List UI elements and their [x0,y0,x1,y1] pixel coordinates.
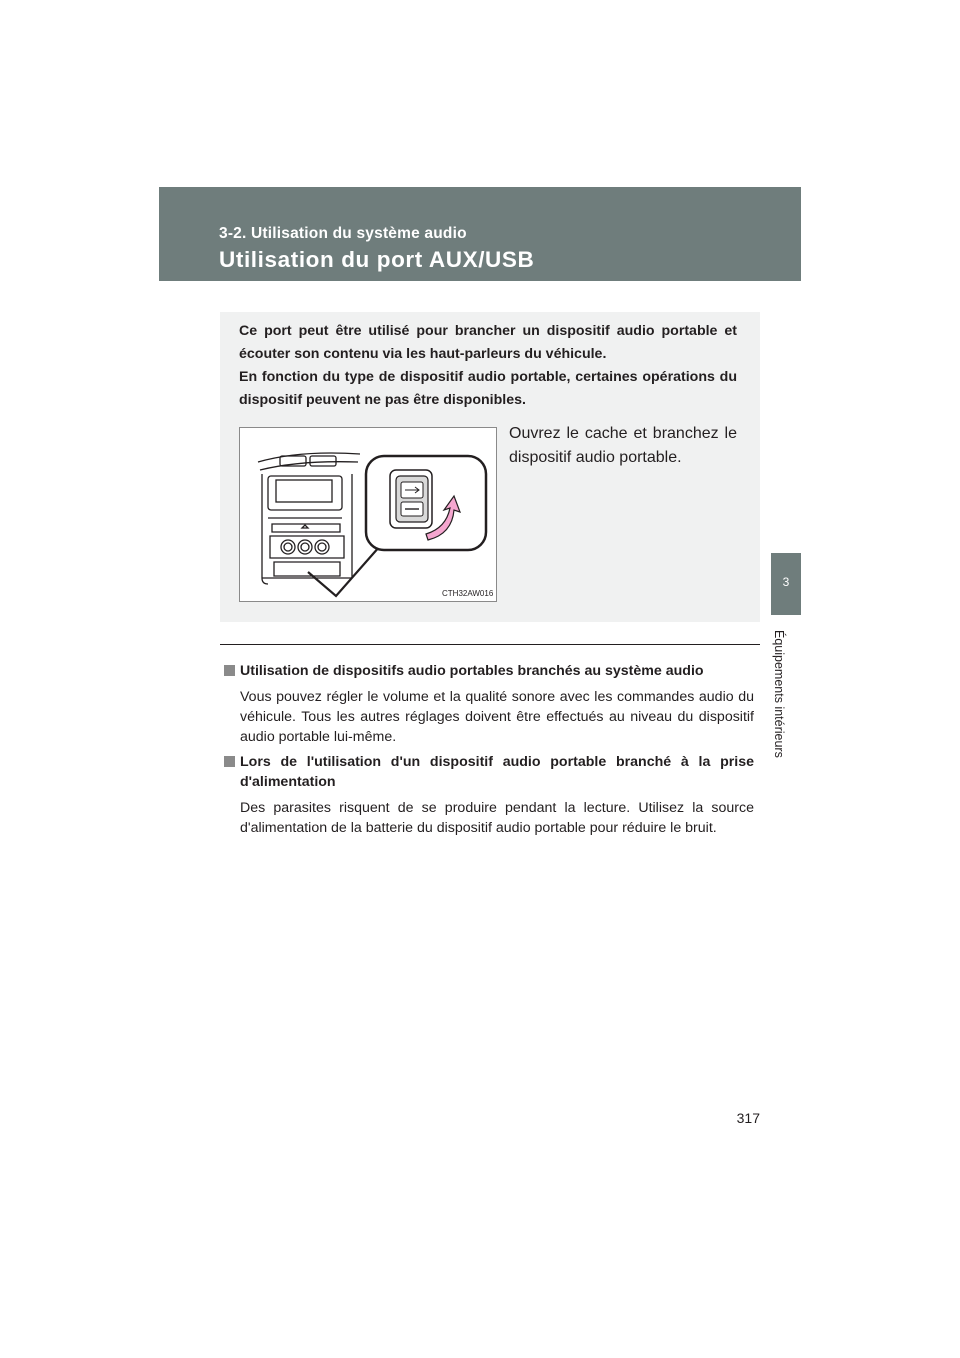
note-1 [224,661,754,747]
note-1-heading-text: Utilisation de dispositifs audio portables branchés au système audio [240,663,704,679]
chapter-number: 3 [782,575,790,589]
note-1-heading [224,661,754,681]
intro-paragraph-2: En fonction du type de dispositif audio portable, certaines opérations du dispositif peuvent ne pas être disponibles. [239,369,737,408]
chapter-tab [771,553,801,615]
note-2-heading-text: Lors de l'utilisation d'un dispositif audio portable branché à la prise d'alimentation [240,754,754,790]
illustration-usb-port [239,427,497,602]
page-number: 317 [736,1110,760,1126]
intro-paragraph-1: Ce port peut être utilisé pour brancher un dispositif audio portable et écouter son contenu via les haut-parleurs du véhicule. [239,323,737,362]
note-1-body: Vous pouvez régler le volume et la qualité sonore avec les commandes audio du véhicule. Tous les autres réglages doivent être effectués au niveau du dispositif audio portable lui-même. [240,689,754,745]
note-2 [224,752,754,838]
section-label: 3-2. Utilisation du système audio [219,225,467,242]
intro-box [220,312,760,622]
divider [220,644,760,645]
page-title: Utilisation du port AUX/USB [219,247,535,272]
chapter-name: Équipements intérieurs [772,630,786,758]
chapter-header [159,187,801,281]
note-2-body: Des parasites risquent de se produire pendant la lecture. Utilisez la source d'alimentation de la batterie du dispositif audio portable pour réduire le bruit. [240,800,754,836]
figure-code: CTH32AW016 [442,589,494,598]
figure-caption: Ouvrez le cache et branchez le dispositif audio portable. [509,425,737,466]
square-bullet-icon [224,665,235,676]
square-bullet-icon [224,756,235,767]
note-2-heading [224,752,754,792]
chapter-side-label [772,630,800,780]
